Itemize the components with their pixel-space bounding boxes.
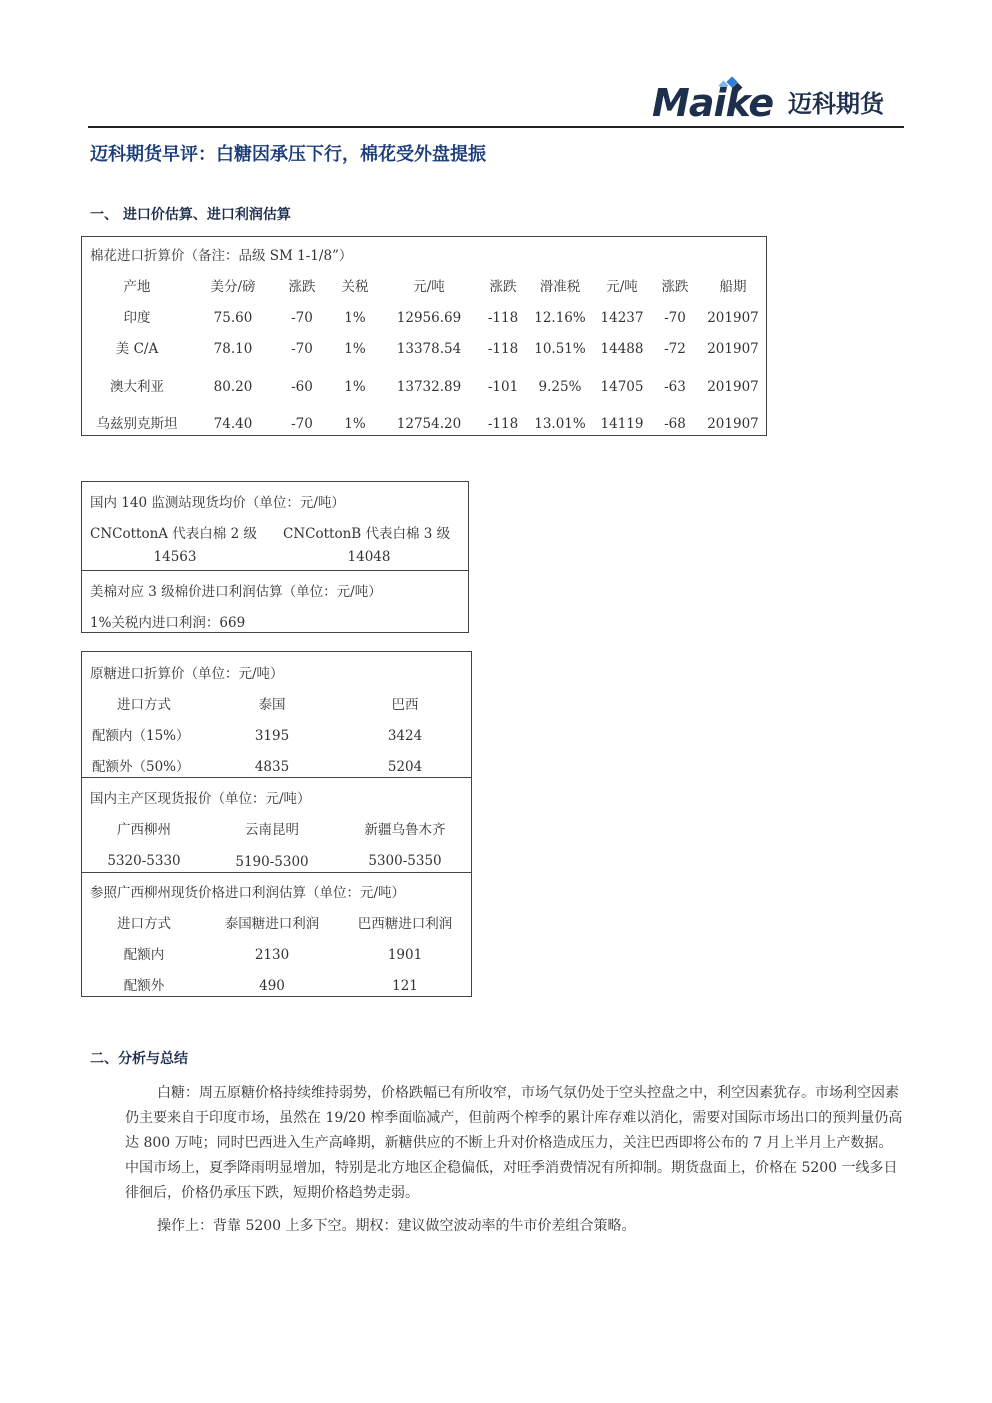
page-title: 迈科期货早评：白糖因承压下行，棉花受外盘提振: [90, 144, 486, 165]
table-divider: [82, 872, 471, 873]
table-cell: 201907: [707, 310, 759, 326]
table-cell: -101: [487, 379, 519, 395]
logo-chinese-name: 迈科期货: [788, 90, 884, 118]
table-cell: -118: [487, 310, 519, 326]
col-header: 云南昆明: [245, 822, 299, 838]
col-header: 元/吨: [606, 279, 638, 295]
table-cell: 4835: [254, 759, 290, 775]
table-cell: 12.16%: [534, 310, 586, 326]
col-header: 巴西: [391, 697, 419, 713]
domestic-cotton-table: [81, 481, 469, 633]
table-cell: 13.01%: [534, 416, 586, 432]
cncotton-b-value: 14048: [347, 549, 391, 565]
table-cell: 5204: [387, 759, 423, 775]
table-cell: 14119: [600, 416, 644, 432]
table-cell: 乌兹别克斯坦: [96, 416, 178, 432]
table-cell: 1%: [344, 416, 366, 432]
table-cell: -70: [291, 341, 313, 357]
table-cell: 1901: [387, 947, 423, 963]
table-cell: 印度: [123, 310, 151, 326]
col-header: 关税: [341, 279, 369, 295]
sugar-import-caption: 原糖进口折算价（单位：元/吨）: [90, 666, 284, 682]
table-cell: -68: [664, 416, 686, 432]
table-cell: 1%: [344, 310, 366, 326]
table-cell: 80.20: [213, 379, 253, 395]
company-logo: [652, 82, 902, 124]
table-cell: 14705: [600, 379, 644, 395]
logo-wordmark: Maike: [652, 81, 774, 125]
section2-heading: 二、分析与总结: [90, 1051, 188, 1067]
analysis-paragraph-sugar: 白糖：周五原糖价格持续维持弱势，价格跌幅已有所收窄，市场气氛仍处于空头控盘之中，利空因素犹存。市场利空因素仍主要来自于印度市场，虽然在 19/20 榨季面临减产，但前两个榨季的累计库存难以消化，需要对国际市场出口的预判量仍高达 800 万吨；同时巴西进入生产高峰期，新糖供应的不断上升对价格造成压力，关注巴西即将公布的 7 月上半月上产数据。中国市场上，夏季降雨明显增加，特别是北方地区企稳偏低，对旺季消费情况有所抑制。期货盘面上，价格在 5200 一线多日徘徊后，价格仍承压下跌，短期价格趋势走弱。: [125, 1085, 903, 1201]
table-cell: 121: [392, 978, 418, 994]
section1-heading: 一、 进口价估算、进口利润估算: [90, 207, 291, 223]
col-header: 巴西糖进口利润: [357, 916, 453, 932]
table-cell: -118: [487, 416, 519, 432]
table-cell: 配额外: [123, 978, 165, 994]
table-cell: 美 C/A: [115, 341, 159, 357]
cotton-profit-value: 1%关税内进口利润：669: [90, 615, 246, 631]
analysis-body: [125, 1081, 905, 1239]
table-cell: 5190-5300: [235, 854, 309, 870]
col-header: 涨跌: [489, 279, 517, 295]
table-cell: -70: [664, 310, 686, 326]
table-cell: 201907: [707, 416, 759, 432]
header-divider: [88, 126, 904, 128]
table-cell: 490: [259, 978, 285, 994]
table-divider: [82, 777, 471, 778]
cncotton-b-label: CNCottonB 代表白棉 3 级: [283, 526, 451, 542]
cncotton-a-label: CNCottonA 代表白棉 2 级: [90, 526, 257, 542]
col-header: 滑准税: [539, 279, 581, 295]
cotton-import-table: [81, 236, 767, 436]
table-cell: 13732.89: [396, 379, 462, 395]
col-header: 涨跌: [661, 279, 689, 295]
cncotton-a-value: 14563: [153, 549, 197, 565]
analysis-paragraph-operation: 操作上：背靠 5200 上多下空。期权：建议做空波动率的牛市价差组合策略。: [157, 1218, 636, 1234]
table-cell: -63: [664, 379, 686, 395]
table-cell: 2130: [254, 947, 290, 963]
table-cell: -60: [291, 379, 313, 395]
col-header: 元/吨: [413, 279, 445, 295]
table-cell: 14488: [600, 341, 644, 357]
col-header: 新疆乌鲁木齐: [364, 822, 446, 838]
table-cell: 75.60: [213, 310, 253, 326]
table-cell: 3195: [254, 728, 290, 744]
col-header: 产地: [123, 279, 151, 295]
col-header: 进口方式: [117, 697, 171, 713]
sugar-profit-caption: 参照广西柳州现货价格进口利润估算（单位：元/吨）: [90, 885, 406, 901]
table-cell: 10.51%: [534, 341, 586, 357]
sugar-spot-caption: 国内主产区现货报价（单位：元/吨）: [90, 791, 311, 807]
col-header: 船期: [719, 279, 747, 295]
table-cell: 12754.20: [396, 416, 462, 432]
table-cell: -118: [487, 341, 519, 357]
table-cell: 201907: [707, 341, 759, 357]
table-cell: -70: [291, 310, 313, 326]
cotton-import-caption: 棉花进口折算价（备注：品级 SM 1-1/8”）: [90, 248, 353, 264]
table-cell: 配额外（50%）: [92, 759, 190, 775]
table-cell: 澳大利亚: [110, 379, 164, 395]
domestic-cotton-caption: 国内 140 监测站现货均价（单位：元/吨）: [90, 495, 345, 511]
table-cell: 1%: [344, 379, 366, 395]
col-header: 广西柳州: [117, 822, 171, 838]
col-header: 泰国: [258, 697, 286, 713]
table-cell: 5300-5350: [368, 853, 442, 869]
table-divider: [82, 570, 468, 571]
table-cell: 配额内: [123, 947, 165, 963]
col-header: 进口方式: [117, 916, 171, 932]
table-cell: 1%: [344, 341, 366, 357]
table-cell: 14237: [600, 310, 644, 326]
table-cell: 5320-5330: [107, 853, 181, 869]
sugar-table: [81, 651, 472, 997]
table-cell: -72: [664, 341, 686, 357]
table-cell: 74.40: [213, 416, 253, 432]
col-header: 涨跌: [288, 279, 316, 295]
table-cell: 13378.54: [396, 341, 462, 357]
table-cell: -70: [291, 416, 313, 432]
table-cell: 12956.69: [396, 310, 462, 326]
cotton-profit-caption: 美棉对应 3 级棉价进口利润估算（单位：元/吨）: [90, 584, 382, 600]
table-cell: 78.10: [213, 341, 253, 357]
table-cell: 9.25%: [538, 379, 582, 395]
table-cell: 201907: [707, 379, 759, 395]
table-cell: 3424: [387, 728, 423, 744]
col-header: 泰国糖进口利润: [224, 916, 320, 932]
col-header: 美分/磅: [210, 279, 256, 295]
table-cell: 配额内（15%）: [92, 728, 190, 744]
